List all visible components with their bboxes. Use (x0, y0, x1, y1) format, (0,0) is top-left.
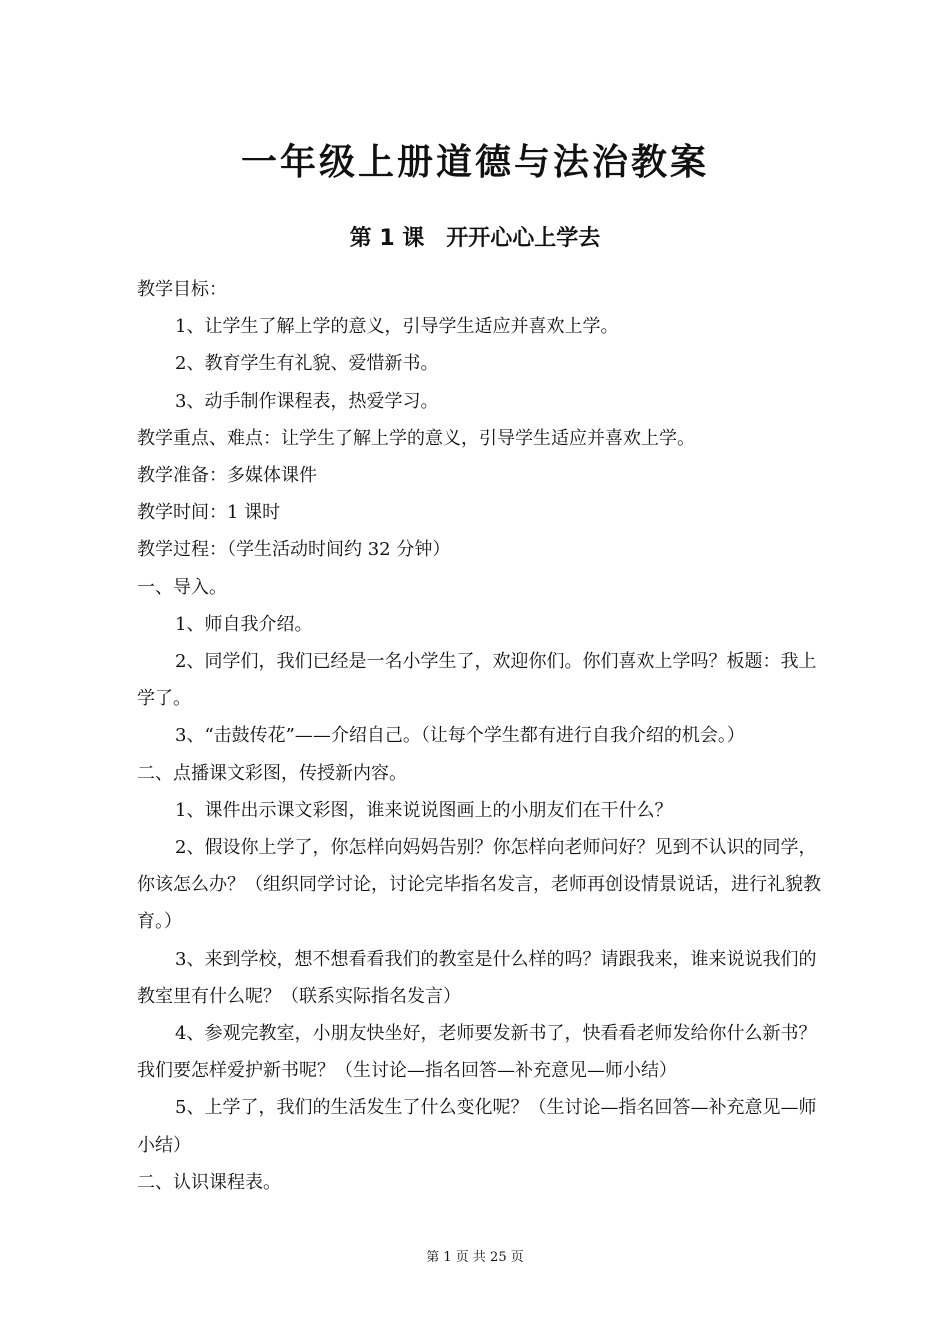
paragraph: 教学准备：多媒体课件 (137, 465, 317, 487)
paragraph: 教学时间：1 课时 (137, 502, 281, 524)
paragraph: 2、同学们，我们已经是一名小学生了，欢迎你们。你们喜欢上学吗？板题：我上学了。 (137, 651, 817, 710)
paragraph: 1、师自我介绍。 (175, 613, 313, 635)
document-title: 一年级上册道德与法治教案 (240, 142, 709, 183)
lesson-title: 第 1 课 开开心心上学去 (349, 226, 601, 251)
section-heading: 二、点播课文彩图，传授新内容。 (137, 762, 407, 784)
paragraph: 1、让学生了解上学的意义，引导学生适应并喜欢上学。 (175, 316, 619, 338)
paragraph: 3、来到学校，想不想看看我们的教室是什么样的吗？请跟我来，谁来说说我们的教室里有什么呢？（联系实际指名发言） (137, 948, 817, 1007)
paragraph: 教学重点、难点：让学生了解上学的意义，引导学生适应并喜欢上学。 (137, 427, 695, 449)
paragraph: 2、教育学生有礼貌、爱惜新书。 (175, 353, 439, 375)
paragraph: 5、上学了，我们的生活发生了什么变化呢？（生讨论—指名回答—补充意见—师小结） (137, 1097, 817, 1156)
page-number-footer: 第 1 页 共 25 页 (426, 1250, 524, 1265)
paragraph: 3、动手制作课程表，热爱学习。 (175, 390, 439, 412)
paragraph: 3、“击鼓传花”——介绍自己。（让每个学生都有进行自我介绍的机会。） (175, 725, 745, 747)
paragraph: 教学过程：（学生活动时间约 32 分钟） (137, 539, 451, 561)
document-body (137, 271, 827, 1201)
section-heading: 一、导入。 (137, 576, 227, 598)
paragraph: 4、参观完教室，小朋友快坐好，老师要发新书了，快看看老师发给你什么新书？我们要怎样爱护新书呢？（生讨论—指名回答—补充意见—师小结） (137, 1023, 817, 1082)
paragraph: 1、课件出示课文彩图，谁来说说图画上的小朋友们在干什么？ (175, 799, 673, 821)
paragraph: 教学目标： (137, 279, 227, 300)
paragraph: 2、假设你上学了，你怎样向妈妈告别？你怎样向老师问好？见到不认识的同学，你该怎么办？（组织同学讨论，讨论完毕指名发言，老师再创设情景说话，进行礼貌教育。） (137, 837, 821, 933)
section-heading: 二、认识课程表。 (137, 1171, 281, 1193)
